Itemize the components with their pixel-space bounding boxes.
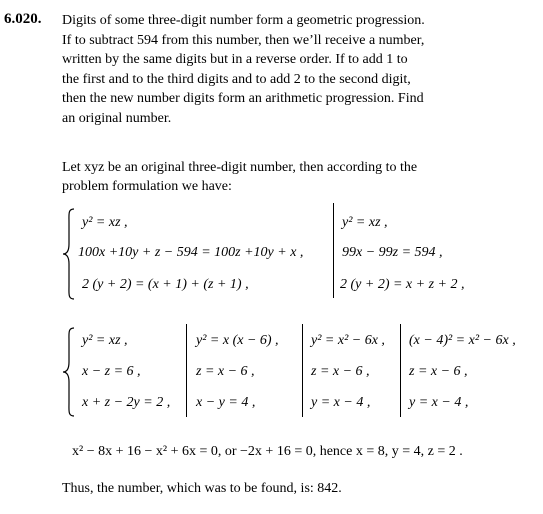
system2-col3-eq2: z = x − 6 , bbox=[311, 364, 370, 379]
result-line: x² − 8x + 16 − x² + 6x = 0, or −2x + 16 = 0, hence x = 8, y = 4, z = 2 . bbox=[72, 444, 463, 459]
system2-col3-eq1: y² = x² − 6x , bbox=[311, 333, 385, 348]
system1-left-eq3: 2 (y + 2) = (x + 1) + (z + 1) , bbox=[82, 277, 249, 292]
system2-col1-eq1: y² = xz , bbox=[82, 333, 128, 348]
solution-intro-line: Let xyz be an original three-digit number, then according to the bbox=[62, 160, 418, 175]
system2-col2-eq3: x − y = 4 , bbox=[196, 395, 256, 410]
system1-left-eq2: 100x +10y + z − 594 = 100z +10y + x , bbox=[78, 245, 304, 260]
system2-col2-eq1: y² = x (x − 6) , bbox=[196, 333, 279, 348]
left-brace-1 bbox=[62, 208, 76, 300]
problem-line: Digits of some three-digit number form a geometric progression. bbox=[62, 13, 425, 28]
system2-col3-eq3: y = x − 4 , bbox=[311, 395, 371, 410]
divider-line bbox=[333, 203, 334, 298]
divider-line bbox=[186, 324, 187, 417]
system1-left-eq1: y² = xz , bbox=[82, 215, 128, 230]
problem-line: then the new number digits form an arithmetic progression. Find bbox=[62, 91, 424, 106]
problem-line: an original number. bbox=[62, 110, 172, 126]
problem-line: written by the same digits but in a reverse order. If to add 1 to bbox=[62, 52, 408, 67]
system2-col2-eq2: z = x − 6 , bbox=[196, 364, 255, 379]
system2-col4-eq3: y = x − 4 , bbox=[409, 395, 469, 410]
system2-col4-eq2: z = x − 6 , bbox=[409, 364, 468, 379]
left-brace-2 bbox=[62, 327, 76, 417]
system2-col4-eq1: (x − 4)² = x² − 6x , bbox=[409, 333, 516, 348]
solution-intro-line: problem formulation we have: bbox=[62, 179, 232, 194]
divider-line bbox=[400, 324, 401, 417]
system2-col1-eq3: x + z − 2y = 2 , bbox=[82, 395, 171, 410]
answer-line: Thus, the number, which was to be found, is: 842. bbox=[62, 481, 342, 496]
divider-line bbox=[302, 324, 303, 417]
problem-text bbox=[62, 11, 532, 128]
problem-line: the first and to the third digits and to add 2 to the second digit, bbox=[62, 71, 411, 87]
system1-right-eq3: 2 (y + 2) = x + z + 2 , bbox=[340, 277, 465, 292]
problem-number: 6.020. bbox=[4, 11, 42, 27]
system2-col1-eq2: x − z = 6 , bbox=[82, 364, 141, 379]
problem-line: If to subtract 594 from this number, then we’ll receive a number, bbox=[62, 32, 425, 48]
system1-right-eq1: y² = xz , bbox=[342, 215, 388, 230]
system1-right-eq2: 99x − 99z = 594 , bbox=[342, 245, 443, 260]
